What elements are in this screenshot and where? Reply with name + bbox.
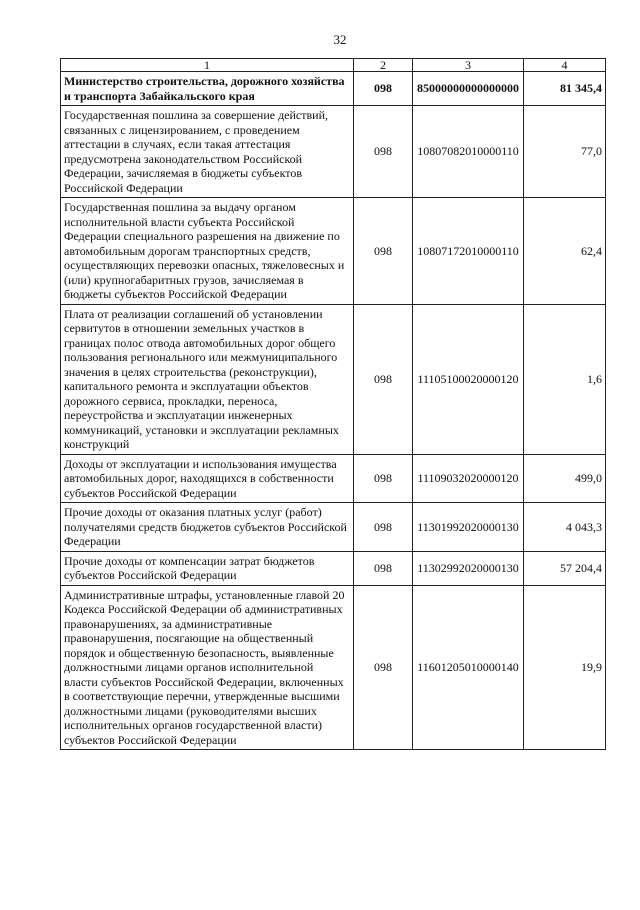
amount: 81 345,4 xyxy=(524,72,606,106)
admin-code: 098 xyxy=(354,454,413,503)
row-description: Государственная пошлина за совершение действий, связанных с лицензированием, с проведением аттестации в случаях, если такая аттестация предусмотрена законодательством Российской Федерации, зачисляемая в бюджеты субъектов Российской Федерации xyxy=(61,106,354,198)
table-row xyxy=(61,503,606,552)
table-header-row xyxy=(61,59,606,72)
budget-classification-code: 11109032020000120 xyxy=(413,454,524,503)
admin-code: 098 xyxy=(354,106,413,198)
page-number: 32 xyxy=(333,32,347,47)
table-row xyxy=(61,304,606,454)
admin-code: 098 xyxy=(354,72,413,106)
revenue-table xyxy=(60,58,606,750)
amount: 499,0 xyxy=(524,454,606,503)
budget-classification-code: 10807082010000110 xyxy=(413,106,524,198)
row-description: Доходы от эксплуатации и использования имущества автомобильных дорог, находящихся в собственности субъектов Российской Федерации xyxy=(61,454,354,503)
row-description: Государственная пошлина за выдачу органом исполнительной власти субъекта Российской Федерации специального разрешения на движение по автомобильным дорогам транспортных средств, осуществляющих перевозки опасных, тяжеловесных и (или) крупногабаритных грузов, зачисляемая в бюджеты субъектов Российской Федерации xyxy=(61,198,354,305)
row-description: Прочие доходы от компенсации затрат бюджетов субъектов Российской Федерации xyxy=(61,551,354,585)
admin-code: 098 xyxy=(354,585,413,750)
amount: 57 204,4 xyxy=(524,551,606,585)
budget-classification-code: 10807172010000110 xyxy=(413,198,524,305)
admin-code: 098 xyxy=(354,304,413,454)
table-row xyxy=(61,198,606,305)
budget-classification-code: 85000000000000000 xyxy=(413,72,524,106)
budget-classification-code: 11105100020000120 xyxy=(413,304,524,454)
column-header: 3 xyxy=(413,59,524,72)
column-header: 2 xyxy=(354,59,413,72)
table-row xyxy=(61,72,606,106)
budget-classification-code: 11302992020000130 xyxy=(413,551,524,585)
table-row xyxy=(61,585,606,750)
admin-code: 098 xyxy=(354,551,413,585)
amount: 19,9 xyxy=(524,585,606,750)
amount: 62,4 xyxy=(524,198,606,305)
row-description: Министерство строительства, дорожного хозяйства и транспорта Забайкальского края xyxy=(61,72,354,106)
row-description: Прочие доходы от оказания платных услуг (работ) получателями средств бюджетов субъектов Российской Федерации xyxy=(61,503,354,552)
column-header: 1 xyxy=(61,59,354,72)
amount: 1,6 xyxy=(524,304,606,454)
table-row xyxy=(61,454,606,503)
table-row xyxy=(61,551,606,585)
table-row xyxy=(61,106,606,198)
amount: 77,0 xyxy=(524,106,606,198)
budget-classification-code: 11601205010000140 xyxy=(413,585,524,750)
row-description: Административные штрафы, установленные главой 20 Кодекса Российской Федерации об административных правонарушениях, за административные правонарушения, посягающие на общественный порядок и общественную безопасность, выявленные должностными лицами органов исполнительной власти субъектов Российской Федерации, включенных в соответствующие перечни, утвержденные высшими должностными лицами (руководителями высших исполнительных органов государственной власти) субъектов Российской Федерации xyxy=(61,585,354,750)
row-description: Плата от реализации соглашений об установлении сервитутов в отношении земельных участков в границах полос отвода автомобильных дорог общего пользования регионального или межмуниципального значения в целях строительства (реконструкции), капитального ремонта и эксплуатации объектов дорожного сервиса, прокладки, переноса, переустройства и эксплуатации инженерных коммуникаций, установки и эксплуатации рекламных конструкций xyxy=(61,304,354,454)
admin-code: 098 xyxy=(354,503,413,552)
budget-classification-code: 11301992020000130 xyxy=(413,503,524,552)
column-header: 4 xyxy=(524,59,606,72)
amount: 4 043,3 xyxy=(524,503,606,552)
admin-code: 098 xyxy=(354,198,413,305)
